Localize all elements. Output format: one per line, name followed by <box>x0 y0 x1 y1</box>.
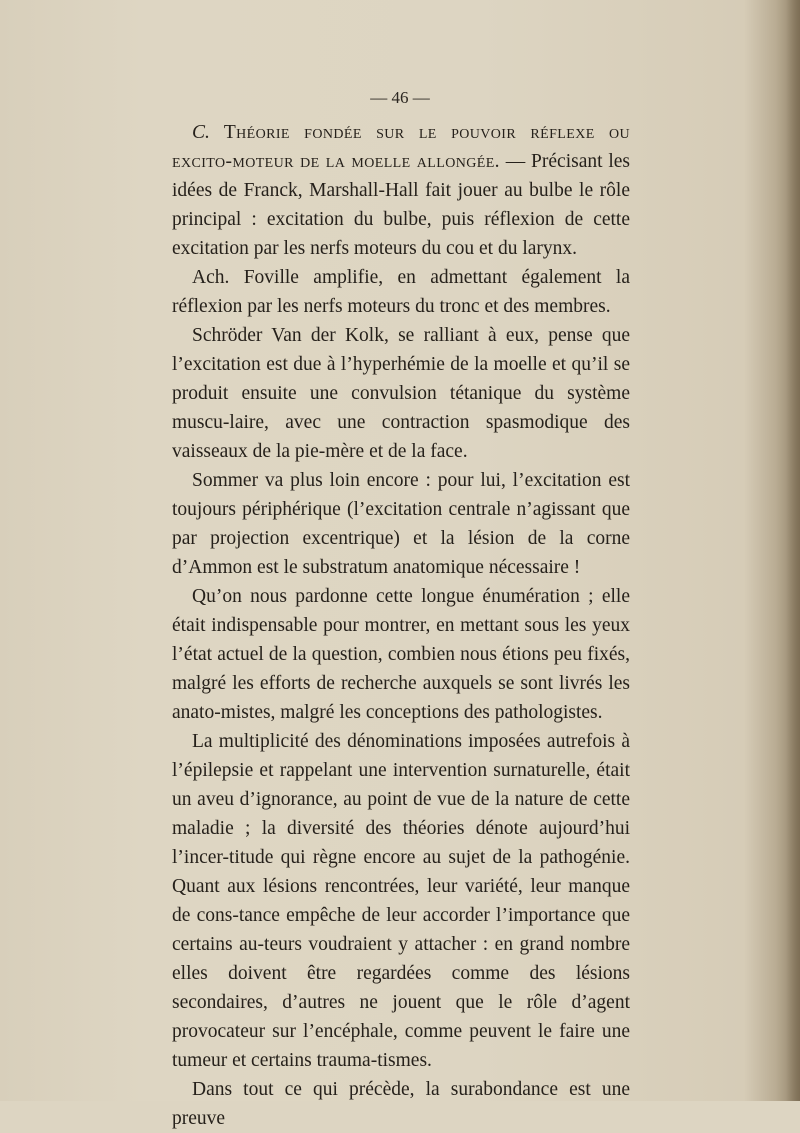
heading-dash: — <box>499 151 532 172</box>
section-heading: Théorie fondée sur le pouvoir réflexe ou excito-moteur de la moelle allongée. <box>172 122 631 172</box>
section-letter: C. <box>192 122 210 143</box>
paragraph-surabondance: Dans tout ce qui précède, la surabondance est une preuve <box>172 1079 630 1129</box>
section-c-paragraph <box>172 118 630 263</box>
body-text <box>172 118 630 1133</box>
page-number: — 46 — <box>370 88 430 107</box>
paragraph-foville: Ach. Foville amplifie, en admettant également la réflexion par les nerfs moteurs du tronc et des membres. <box>172 267 630 317</box>
paragraph-enumeration: Qu’on nous pardonne cette longue énumération ; elle était indispensable pour montrer, en mettant sous les yeux l’état actuel de la question, combien nous étions peu fixés, malgré les efforts de recherche auxquels se sont livrés les anato-mistes, malgré les conceptions des pathologistes. <box>172 586 630 723</box>
page-edge-shadow <box>786 0 800 1101</box>
section-first-text: Précisant les idées de Franck, Marshall-Hall fait jouer au bulbe le rôle principal : excitation du bulbe, puis réflexion de cette excitation par les nerfs moteurs du cou et du larynx. <box>172 151 630 259</box>
paragraph-sommer: Sommer va plus loin encore : pour lui, l’excitation est toujours périphérique (l’excitation centrale n’agissant que par projection excentrique) et la lésion de la corne d’Ammon est le substratum anatomique nécessaire ! <box>172 470 630 578</box>
paragraph-multiplicite: La multiplicité des dénominations imposées autrefois à l’épilepsie et rappelant une intervention surnaturelle, était un aveu d’ignorance, au point de vue de la nature de cette maladie ; la diversité des théories dénote aujourd’hui l’incer-titude qui règne encore au sujet de la pathogénie. Quant aux lésions rencontrées, leur variété, leur manque de cons-tance empêche de leur accorder l’importance que certains au-teurs voudraient y attacher : en grand nombre elles doivent être regardées comme des lésions secondaires, d’autres ne jouent que le rôle d’agent provocateur sur l’encéphale, comme peuvent le faire une tumeur et certains trauma-tismes. <box>172 731 630 1071</box>
paragraph-schroder: Schröder Van der Kolk, se ralliant à eux, pense que l’excitation est due à l’hyperhémie de la moelle et qu’il se produit ensuite une convulsion tétanique du système muscu-laire, avec une contraction spasmodique des vaisseaux de la pie-mère et de la face. <box>172 325 630 462</box>
